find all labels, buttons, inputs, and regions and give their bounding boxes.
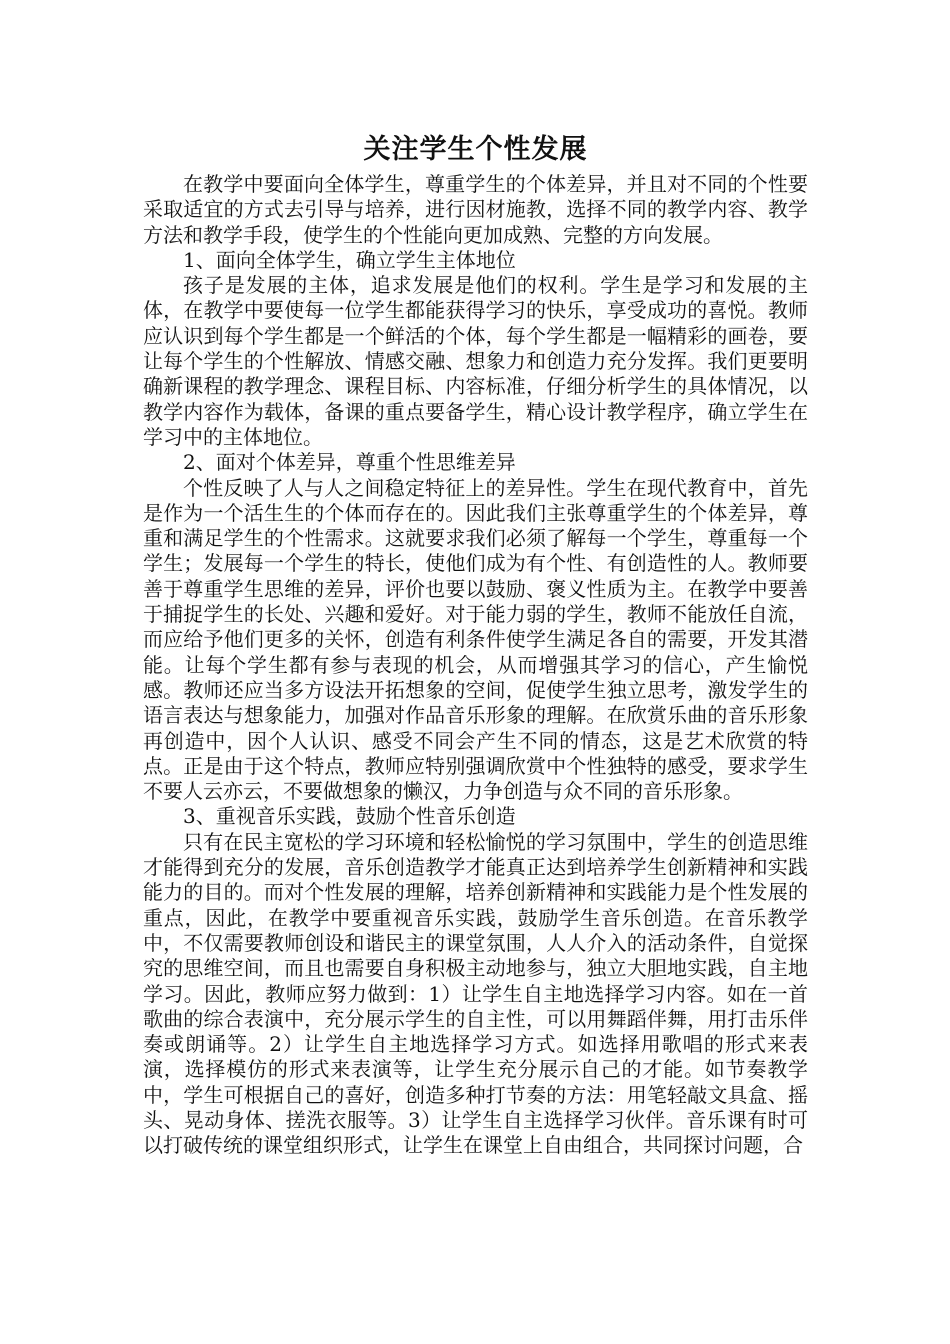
section-2-paragraph: 个性反映了人与人之间稳定特征上的差异性。学生在现代教育中，首先是作为一个活生生的个体而存在的。因此我们主张尊重学生的个体差异，尊重和满足学生的个性需求。这就要求我们必须了解每一个学生，尊重每一个学生；发展每一个学生的特长，使他们成为有个性、有创造性的人。教师要善于尊重学生思维的差异，评价也要以鼓励、褒义性质为主。在教学中要善于捕捉学生的长处、兴趣和爱好。对于能力弱的学生，教师不能放任自流，而应给予他们更多的关怀，创造有利条件使学生满足各自的需要，开发其潜能。让每个学生都有参与表现的机会，从而增强其学习的信心，产生愉悦感。教师还应当多方设法开拓想象的空间，促使学生独立思考，激发学生的语言表达与想象能力，加强对作品音乐形象的理解。在欣赏乐曲的音乐形象再创造中，因个人认识、感受不同会产生不同的情态，这是艺术欣赏的特点。正是由于这个特点，教师应特别强调欣赏中个性独特的感受，要求学生不要人云亦云，不要做想象的懒汉，力争创造与众不同的音乐形象。 xyxy=(143,475,808,804)
section-heading-2: 2、面对个体差异，尊重个性思维差异 xyxy=(183,450,516,475)
section-heading-3: 3、重视音乐实践，鼓励个性音乐创造 xyxy=(183,804,516,829)
section-3-paragraph: 只有在民主宽松的学习环境和轻松愉悦的学习氛围中，学生的创造思维才能得到充分的发展，音乐创造教学才能真正达到培养学生创新精神和实践能力的目的。而对个性发展的理解，培养创新精神和实践能力是个性发展的重点，因此，在教学中要重视音乐实践，鼓励学生音乐创造。在音乐教学中，不仅需要教师创设和谐民主的课堂氛围，人人介入的活动条件，自觉探究的思维空间，而且也需要自身积极主动地参与，独立大胆地实践，自主地学习。因此，教师应努力做到：1）让学生自主地选择学习内容。如在一首歌曲的综合表演中，充分展示学生的自主性，可以用舞蹈伴舞，用打击乐伴奏或朗诵等。2）让学生自主地选择学习方式。如选择用歌唱的形式来表演，选择模仿的形式来表演等，让学生充分展示自己的才能。如节奏教学中，学生可根据自己的喜好，创造多种打节奏的方法：用笔轻敲文具盒、摇头、晃动身体、搓洗衣服等。3）让学生自主选择学习伙伴。音乐课有时可以打破传统的课堂组织形式，让学生在课堂上自由组合，共同探讨问题，合 xyxy=(143,829,808,1158)
document-page xyxy=(143,128,808,1159)
intro-paragraph: 在教学中要面向全体学生，尊重学生的个体差异，并且对不同的个性要采取适宜的方式去引导与培养，进行因材施教，选择不同的教学内容、教学方法和教学手段，使学生的个性能向更加成熟、完整的方向发展。 xyxy=(143,172,808,247)
section-heading-1: 1、面向全体学生，确立学生主体地位 xyxy=(183,247,516,272)
section-1-paragraph: 孩子是发展的主体，追求发展是他们的权利。学生是学习和发展的主体，在教学中要使每一位学生都能获得学习的快乐，享受成功的喜悦。教师应认识到每个学生都是一个鲜活的个体，每个学生都是一幅精彩的画卷，要让每个学生的个性解放、情感交融、想象力和创造力充分发挥。我们更要明确新课程的教学理念、课程目标、内容标准，仔细分析学生的具体情况，以教学内容作为载体，备课的重点要备学生，精心设计教学程序，确立学生在学习中的主体地位。 xyxy=(143,273,808,449)
document-title: 关注学生个性发展 xyxy=(363,134,588,165)
